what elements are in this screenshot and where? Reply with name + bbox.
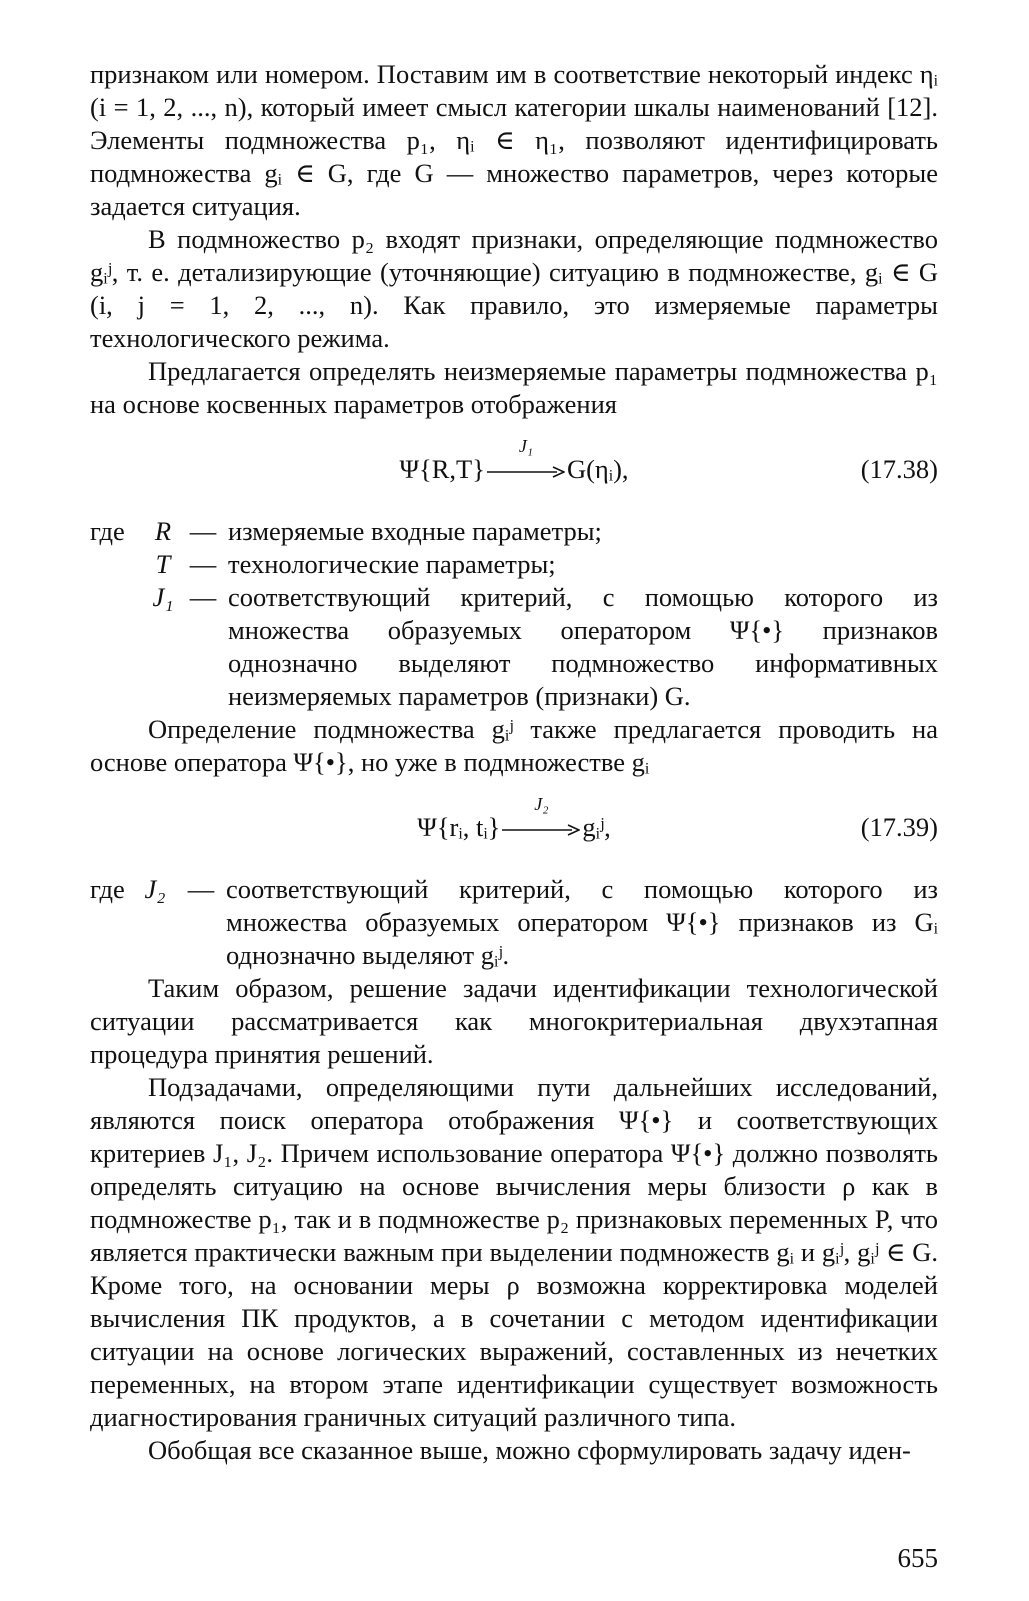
formula-left: Ψ{R,T} (399, 454, 485, 484)
arrow-label: J₂ (534, 793, 549, 814)
definition-text: соответствующий критерий, с помощью которого из множества образуемых оператором Ψ{•} признаков из Gᵢ однозначно выделяют gᵢʲ. (226, 874, 938, 970)
formula-expression (90, 435, 938, 491)
definitions-list-1 (90, 515, 938, 713)
definition-text: технологические параметры; (228, 549, 556, 579)
definition-row (90, 515, 938, 548)
definitions-list-2 (90, 873, 938, 972)
definition-text: измеряемые входные параметры; (228, 516, 602, 546)
paragraph-6: Подзадачами, определяющими пути дальнейших исследований, являются поиск оператора отображения Ψ{•} и соответствующих критериев J₁, J₂. Причем использование оператора Ψ{•} должно позволять определять ситуацию на основе вычисления меры близости ρ как в подмножестве p₁, так и в подмножестве p₂ признаковых переменных P, что является практически важным при выделении подмножеств gᵢ и gᵢʲ, gᵢʲ ∈ G. Кроме того, на основании меры ρ возможна корректировка моделей вычисления ПК продуктов, а в сочетании с методом идентификации ситуации на основе логических выражений, составленных из нечетких переменных, на втором этапе идентификации существует возможность диагностирования граничных ситуаций различного типа. (90, 1072, 938, 1432)
paragraph-1: признаком или номером. Поставим им в соответствие некоторый индекс ηᵢ (i = 1, 2, ..., n), который имеет смысл категории шкалы наименований [12]. Элементы подмножества p₁, ηᵢ ∈ η₁, позволяют идентифицировать подмножества gᵢ ∈ G, где G — множество параметров, через которые задается ситуация. (90, 59, 938, 221)
mapping-arrow (487, 435, 565, 478)
paragraph-7: Обобщая все сказанное выше, можно сформулировать задачу иден- (148, 1435, 911, 1465)
paragraph-4: Определение подмножества gᵢʲ также предлагается проводить на основе оператора Ψ{•}, но уже в подмножестве gᵢ (90, 714, 938, 777)
formula-right: gᵢʲ, (582, 812, 611, 842)
equation-number: (17.39) (860, 812, 938, 842)
arrow-label: J₁ (518, 435, 534, 456)
mapping-arrow (502, 793, 580, 836)
definition-symbol: J₁ (152, 582, 174, 612)
formula-expression (90, 793, 938, 849)
definition-row (90, 873, 938, 972)
formula-17-39 (90, 793, 938, 849)
definition-word: где (90, 516, 125, 546)
formula-right: G(ηᵢ), (566, 454, 629, 484)
definition-symbol: T (155, 549, 171, 579)
equation-number: (17.38) (860, 454, 938, 484)
definition-dash: — (187, 874, 215, 904)
definition-symbol: J₂ (144, 874, 166, 904)
definition-dash: — (189, 582, 217, 612)
arrow-icon (487, 466, 565, 478)
definition-word: где (90, 874, 125, 904)
page-body (90, 58, 938, 1467)
paragraph-2: В подмножество p₂ входят признаки, определяющие подмножество gᵢʲ, т. е. детализирующие (уточняющие) ситуацию в подмножестве, gᵢ ∈ G (i, j = 1, 2, ..., n). Как правило, это измеряемые параметры технологического режима. (90, 224, 938, 353)
definition-dash: — (189, 516, 217, 546)
page-number: 655 (897, 1543, 938, 1573)
definition-word (90, 548, 148, 581)
paragraph-3: Предлагается определять неизмеряемые параметры подмножества p₁ на основе косвенных параметров отображения (90, 356, 938, 419)
arrow-icon (502, 824, 580, 836)
definition-symbol: R (154, 516, 172, 546)
definition-row (90, 548, 938, 581)
definition-dash: — (189, 549, 217, 579)
definition-text: соответствующий критерий, с помощью которого из множества образуемых оператором Ψ{•} признаков однозначно выделяют подмножество информативных неизмеряемых параметров (признаки) G. (228, 582, 938, 711)
paragraph-5: Таким образом, решение задачи идентификации технологической ситуации рассматривается как многокритериальная двухэтапная процедура принятия решений. (90, 973, 938, 1069)
definition-row (90, 581, 938, 713)
formula-17-38 (90, 435, 938, 491)
formula-left: Ψ{rᵢ, tᵢ} (417, 812, 501, 842)
definition-word (90, 581, 148, 713)
